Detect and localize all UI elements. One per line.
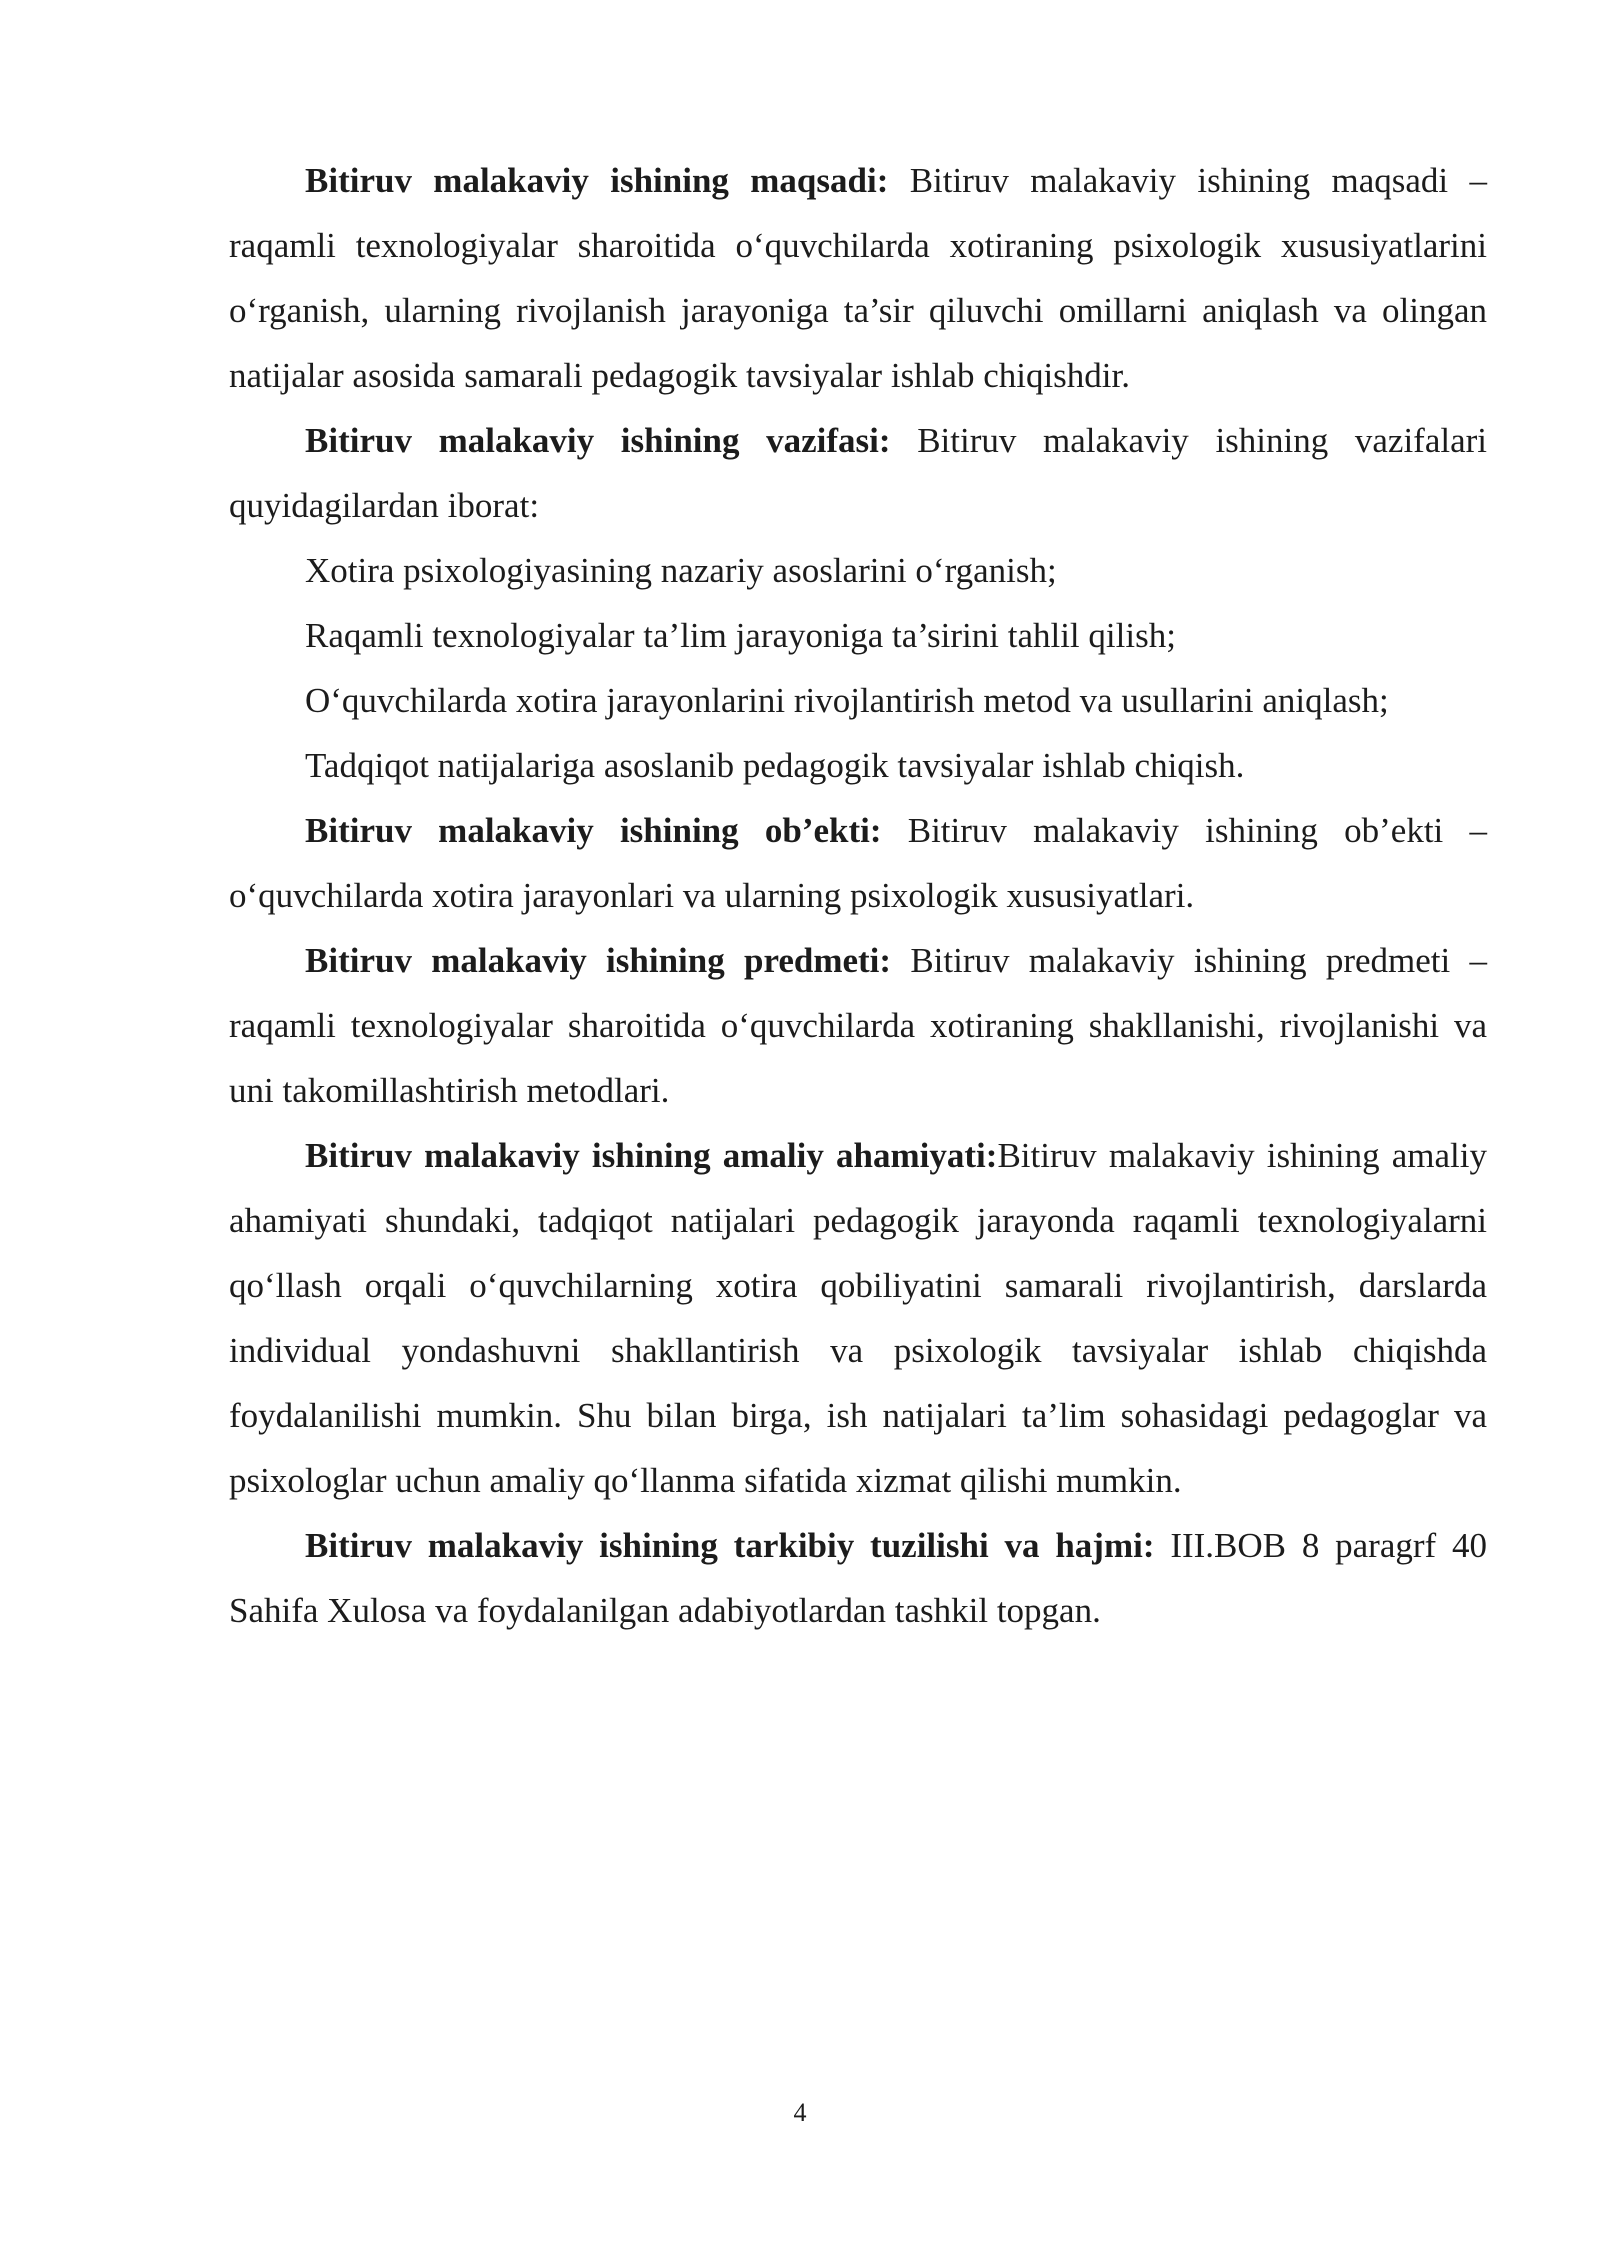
text-tuzilish: III.BOB 8 paragrf 40 Sahifa Xulosa va foydalanilgan adabiyotlardan tashkil topgan. [229, 1526, 1487, 1630]
label-vazifa: Bitiruv malakaviy ishining vazifasi: [305, 421, 891, 460]
label-ahamiyat: Bitiruv malakaviy ishining amaliy ahamiyati: [305, 1136, 998, 1175]
text-predmet: Bitiruv malakaviy ishining predmeti – raqamli texnologiyalar sharoitida o‘quvchilarda xotiraning shakllanishi, rivojlanishi va uni takomillashtirish metodlari. [229, 941, 1487, 1110]
list-item: O‘quvchilarda xotira jarayonlarini rivojlantirish metod va usullarini aniqlash; [305, 681, 1389, 720]
text-obekt: Bitiruv malakaviy ishining ob’ekti – o‘quvchilarda xotira jarayonlari va ularning psixologik xususiyatlari. [229, 811, 1487, 915]
paragraph-obekt [229, 798, 1487, 928]
text-vazifa: Bitiruv malakaviy ishining vazifalari quyidagilardan iborat: [229, 421, 1487, 525]
paragraph-ahamiyat [229, 1123, 1487, 1513]
label-tuzilish: Bitiruv malakaviy ishining tarkibiy tuzilishi va hajmi: [305, 1526, 1155, 1565]
list-item: Tadqiqot natijalariga asoslanib pedagogik tavsiyalar ishlab chiqish. [305, 746, 1245, 785]
label-predmet: Bitiruv malakaviy ishining predmeti: [305, 941, 892, 980]
paragraph-tuzilish [229, 1513, 1487, 1643]
paragraph-predmet [229, 928, 1487, 1123]
paragraph-vazifa [229, 408, 1487, 538]
page-number: 4 [793, 2098, 807, 2127]
list-item: Raqamli texnologiyalar ta’lim jarayoniga ta’sirini tahlil qilish; [305, 616, 1176, 655]
label-maqsad: Bitiruv malakaviy ishining maqsadi: [305, 161, 889, 200]
label-obekt: Bitiruv malakaviy ishining ob’ekti: [305, 811, 882, 850]
paragraph-maqsad [229, 148, 1487, 408]
page-body [229, 148, 1487, 1643]
text-maqsad: Bitiruv malakaviy ishining maqsadi – raqamli texnologiyalar sharoitida o‘quvchilarda xotiraning psixologik xususiyatlarini o‘rganish, ularning rivojlanish jarayoniga ta’sir qiluvchi omillarni aniqlash va olingan natijalar asosida samarali pedagogik tavsiyalar ishlab chiqishdir. [229, 161, 1487, 395]
text-ahamiyat: Bitiruv malakaviy ishining amaliy ahamiyati shundaki, tadqiqot natijalari pedagogik jarayonda raqamli texnologiyalarni qo‘llash orqali o‘quvchilarning xotira qobiliyatini samarali rivojlantirish, darslarda individual yondashuvni shakllantirish va psixologik tavsiyalar ishlab chiqishda foydalanilishi mumkin. Shu bilan birga, ish natijalari ta’lim sohasidagi pedagoglar va psixologlar uchun amaliy qo‘llanma sifatida xizmat qilishi mumkin. [229, 1136, 1487, 1500]
list-item: Xotira psixologiyasining nazariy asoslarini o‘rganish; [305, 551, 1057, 590]
